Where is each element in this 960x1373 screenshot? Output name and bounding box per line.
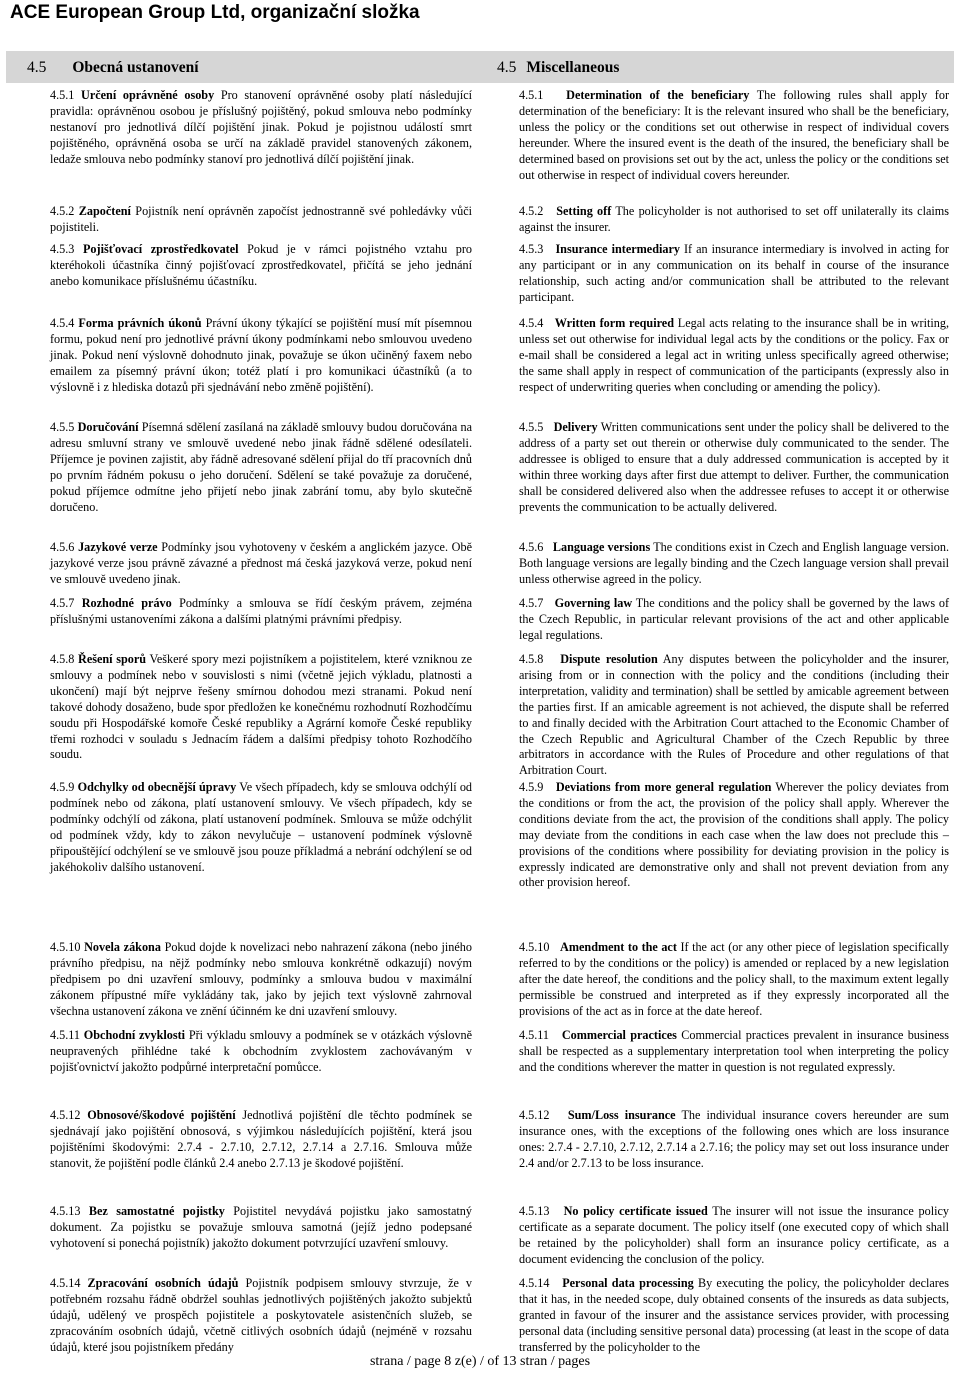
clause-text: Ve všech případech, kdy se smlouva odchýlí od podmínek nebo od zákona, platí ustanovení smlouvy. Ve všech případech, kdy se podmínky odchýlí od zákona, platí ustanovení podmínek. Smlouva se může odchýlit od podmínek vždy, kdy to zákon nevylučuje – ustanovení podmínek výslovně připouštějící odchýlení se ve smlouvě jsou pouze příkladmá a nebrání odchýlení se od jakéhokoliv dalšího ustanovení. (50, 780, 473, 874)
clause-heading: Deviations from more general regulation (555, 780, 772, 794)
clause-text: Jednotlivá pojištění dle těchto podmínek se sjednávají jako pojištění obnosová, s výjimkou následujících pojištění, která jsou pojištěními škodovými: 2.7.4 - 2.7.10, 2.7.12, 2.7.14 a 2.7.16. Smlouva může stanovit, že pojištění podle článků 2.4 anebo 2.7.13 je škodové pojištění. (50, 1108, 473, 1170)
clause-4-5-7-en (519, 596, 949, 644)
clause-4-5-7-cz (50, 596, 472, 628)
clause-text: Pokud dojde k novelizaci nebo nahrazení zákona (nebo jiného právního předpisu, na nějž podmínky nebo smlouva konkrétně odkazují) novým předpisem po dni uzavření smlouvy, podmínky a smlouva budou v maximální zákonem přípustné míře vykládány tak, jako by jejich text výslovně zahrnoval všechna ustanovení zákona ve znění účinném ke dni uzavření smlouvy. (50, 940, 472, 1018)
clause-heading: Insurance intermediary (555, 242, 680, 256)
clause-4-5-14-en (519, 1276, 949, 1356)
clause-4-5-1-cz (50, 88, 472, 168)
page-footer: strana / page 8 z(e) / of 13 stran / pages (369, 1354, 591, 1369)
clause-4-5-2-en (519, 204, 949, 236)
clause-text: The following rules shall apply for determination of the beneficiary: It is the relevant insured who shall be the beneficiary, unless the policy or the conditions set out otherwise in respect of individual covers hereunder. Where the insured event is the death of the insured, the beneficiary shall be determined based on provisions set out by the act, unless the policy or the conditions set out otherwise in respect of individual covers hereunder. (519, 88, 949, 182)
clause-4-5-9-en (519, 780, 949, 891)
clause-heading: Amendment to the act (560, 940, 677, 954)
clause-text: Podmínky jsou vyhotoveny v českém a anglickém jazyce. Obě jazykové verze jsou právně závazné a přednost má česká jazyková verze, pokud není ve smlouvě uvedeno jinak. (50, 540, 472, 586)
clause-heading: Obchodní zvyklosti (83, 1028, 186, 1042)
clause-text: Pojistitel nevydává pojistku jako samostatný dokument. Za pojistku se považuje smlouva samotná (jejíž jedno podepsané vyhotovení si ponechá pojistník) jakožto dokument potvrzující uzavření smlouvy. (50, 1204, 472, 1250)
clause-text: Legal acts relating to the insurance shall be in writing, unless set out otherwise for individual legal acts by the conditions or the policy. Fax or e-mail shall be considered a legal act in writing unless specifically agreed otherwise; the same shall apply in respect of communication of the participants (expressly also in respect of underwriting queries when concluding or amending the policy). (519, 316, 950, 394)
clause-4-5-10-en (519, 940, 949, 1020)
clause-number: 4.5.11 (519, 1028, 550, 1042)
clause-number: 4.5.2 (50, 204, 75, 218)
clause-heading: Personal data processing (562, 1276, 694, 1290)
clause-number: 4.5.3 (519, 242, 544, 256)
clause-text: If an insurance intermediary is involved in acting for any participant or in any communication on its behalf in course of the insurance relationship, such acting and/or communication shall be attributed to the relevant participant. (519, 242, 949, 304)
clause-text: Podmínky a smlouva se řídí českým právem, zejména příslušnými ustanoveními zákona a dalšími platnými právními předpisy. (50, 596, 472, 626)
clause-heading: Zpracování osobních údajů (87, 1276, 239, 1290)
clause-number: 4.5.1 (519, 88, 544, 102)
clause-4-5-13-en (519, 1204, 949, 1268)
clause-text: Commercial practices prevalent in insurance business shall be respected as a supplementary interpretation tool when interpreting the policy and the conditions wherever the matter in question is not regulated expressly. (519, 1028, 949, 1074)
clause-4-5-6-en (519, 540, 949, 588)
clause-heading: Bez samostatné pojistky (88, 1204, 225, 1218)
clause-text: Veškeré spory mezi pojistníkem a pojistitelem, které vzniknou ze smlouvy a podmínek nebo v souvislosti s nimi (včetně jejich výkladu, platnosti a ukončení) mají být nejprve řešeny smírnou dohodou mezi stranami. Pokud není takové dohody dosaženo, bude spor předložen ke konečnému rozhodnutí Rozhodčímu soudu při Hospodářské komoře České republiky a Agrární komoře České republiky třemi rozhodci v souladu s Jednacím řádem a dalšími předpisy tohoto Rozhodčího soudu. (50, 652, 473, 762)
clause-heading: Jazykové verze (78, 540, 158, 554)
clause-number: 4.5.10 (50, 940, 81, 954)
section-title-en (497, 59, 619, 77)
clause-number: 4.5.13 (50, 1204, 81, 1218)
clause-4-5-8-en (519, 652, 949, 779)
clause-number: 4.5.4 (50, 316, 75, 330)
clause-number: 4.5.9 (519, 780, 544, 794)
clause-text: The insurer will not issue the insurance policy certificate as a separate document. The policy itself (one executed copy of which shall be retained by the policyholder) shall form an insurance policy certificate, as a document evidencing the conclusion of the policy. (519, 1204, 950, 1266)
clause-text: The conditions exist in Czech and English language version. Both language versions are legally binding and the Czech language version shall prevail unless otherwise agreed in the policy. (519, 540, 950, 586)
clause-text: Pojistník není oprávněn započíst jednostranně své pohledávky vůči pojistiteli. (50, 204, 472, 234)
clause-heading: Určení oprávněné osoby (81, 88, 215, 102)
section-title-cz (27, 59, 199, 77)
clause-number: 4.5.8 (519, 652, 544, 666)
clause-text: The individual insurance covers hereunder are sum insurance ones, with the exceptions of the following ones which are loss insurance ones: 2.7.4 - 2.7.10, 2.7.12, 2.7.14 a 2.7.16; the policy may set out loss insurance under 2.4 and/or 2.7.13 to be loss insurance. (519, 1108, 949, 1170)
clause-4-5-12-en (519, 1108, 949, 1172)
clause-number: 4.5.2 (519, 204, 544, 218)
clause-4-5-11-en (519, 1028, 949, 1076)
clause-4-5-5-cz (50, 420, 472, 515)
clause-number: 4.5.5 (519, 420, 544, 434)
clause-number: 4.5.8 (50, 652, 75, 666)
clause-number: 4.5.7 (50, 596, 75, 610)
clause-4-5-4-en (519, 316, 949, 396)
clause-text: The policyholder is not authorised to set off unilaterally its claims against the insurer. (519, 204, 949, 234)
section-number-en: 4.5 (497, 59, 517, 76)
clause-text: Written communications sent under the policy shall be delivered to the address of a party set out therein or otherwise duly communicated to the sender. The addressee is obliged to ensure that a duly addressed communication is accepted by it within three working days after first due attempt to deliver. Further, the communication shall be considered delivered also when the addressee refuses to accept it or otherwise prevents the communication to be actually delivered. (519, 420, 950, 514)
clause-text: If the act (or any other piece of legislation specifically referred to by the conditions or the policy) is amended or replaced by a new legislation after the date hereof, the conditions and the policy shall, to the maximum extent legally permissible be construed and interpreted as if they expressly incorporated all the provisions of the act as in force at the date hereof. (519, 940, 950, 1018)
clause-4-5-10-cz (50, 940, 472, 1020)
clause-number: 4.5.3 (50, 242, 75, 256)
clause-number: 4.5.9 (50, 780, 75, 794)
clause-heading: Obnosové/škodové pojištění (87, 1108, 236, 1122)
company-name: ACE European Group Ltd, organizační složka (10, 2, 420, 23)
clause-4-5-2-cz (50, 204, 472, 236)
clause-heading: Rozhodné právo (81, 596, 172, 610)
clause-number: 4.5.5 (50, 420, 75, 434)
section-label-cz: Obecná ustanovení (72, 59, 199, 76)
clause-number: 4.5.11 (50, 1028, 81, 1042)
clause-heading: Započtení (78, 204, 131, 218)
clause-4-5-1-en (519, 88, 949, 183)
clause-heading: Determination of the beneficiary (566, 88, 750, 102)
clause-number: 4.5.12 (50, 1108, 81, 1122)
clause-number: 4.5.14 (50, 1276, 81, 1290)
clause-heading: Novela zákona (84, 940, 161, 954)
clause-4-5-14-cz (50, 1276, 472, 1356)
clause-4-5-3-cz (50, 242, 472, 290)
clause-4-5-4-cz (50, 316, 472, 396)
clause-heading: Delivery (553, 420, 598, 434)
clause-number: 4.5.14 (519, 1276, 550, 1290)
clause-text: Pojistník podpisem smlouvy stvrzuje, že v potřebném rozsahu řádně obdržel souhlas jednotlivých pojištěných jakožto subjektů údajů, udělený ve prospěch pojistitele a poskytovatele asistenčních služeb, se zpracováním osobních údajů, včetně citlivých osobních údajů (nejméně v rozsahu údajů, které jsou pojistníkem předány (50, 1276, 473, 1354)
clause-heading: Governing law (554, 596, 633, 610)
clause-4-5-5-en (519, 420, 949, 515)
clause-heading: Written form required (554, 316, 674, 330)
clause-text: The conditions and the policy shall be governed by the laws of the Czech Republic, in particular relevant provisions of the act and other applicable legal regulations. (519, 596, 950, 642)
section-label-en: Miscellaneous (526, 59, 620, 76)
clause-heading: No policy certificate issued (563, 1204, 708, 1218)
clause-4-5-9-cz (50, 780, 472, 875)
clause-4-5-3-en (519, 242, 949, 306)
clause-number: 4.5.1 (50, 88, 75, 102)
clause-number: 4.5.12 (519, 1108, 550, 1122)
clause-4-5-6-cz (50, 540, 472, 588)
clause-text: Pro stanovení oprávněné osoby platí následující pravidla: oprávněnou osobou je příslušný pojištěný, pokud smlouva nebo podmínky nestanoví pro jednotlivá dílčí pojištění jinak. Pokud je pojistnou událostí smrt pojištěného, oprávněná osoba se určí na základě pravidel stanovených zákonem, ledaže smlouva nebo podmínky stanoví pro jednotlivá dílčí pojištění jinak. (50, 88, 473, 166)
clause-text: Wherever the policy deviates from the conditions or from the act, the provision of the policy shall apply. Wherever the conditions deviate from the act, the provision of the conditions shall apply. The policy may deviate from the conditions in each case when the law does not preclude this – provisions of the conditions where possibility for deviating provision in the policy is expressly indicated are demonstrative only and shall not prevent deviation from any other provision hereof. (519, 780, 950, 890)
clause-number: 4.5.6 (50, 540, 75, 554)
clause-heading: Dispute resolution (560, 652, 658, 666)
clause-heading: Řešení sporů (78, 652, 147, 666)
clause-heading: Commercial practices (561, 1028, 677, 1042)
clause-heading: Sum/Loss insurance (567, 1108, 676, 1122)
clause-4-5-8-cz (50, 652, 472, 763)
clause-text: Při výkladu smlouvy a podmínek se v otázkách výslovně neupravených přihlédne také k obchodním zvyklostem zachovávaným v pojišťovnictví jakožto podpůrné interpretační pomůcce. (50, 1028, 472, 1074)
clause-number: 4.5.6 (519, 540, 544, 554)
clause-4-5-13-cz (50, 1204, 472, 1252)
clause-heading: Language versions (552, 540, 651, 554)
clause-number: 4.5.4 (519, 316, 544, 330)
clause-heading: Odchylky od obecnější úpravy (77, 780, 237, 794)
clause-text: Any disputes between the policyholder and the insurer, arising from or in connection with the policy and the conditions (including their interpretation, validity and termination) shall be settled by amicable agreement between the parties first. If an amicable agreement is not achieved, the dispute shall be referred to and finally decided with the Arbitration Court attached to the Economic Chamber of the Czech Republic and Agricultural Chamber of the Czech Republic by three arbitrators in accordance with the Rules of Procedure and other regulations of that Arbitration Court. (519, 652, 949, 778)
clause-text: Písemná sdělení zasílaná na základě smlouvy budou doručována na adresu smluvní strany ve smlouvě uvedené nebo jinak řádně sdělené odesílateli. Příjemce je povinen zajistit, aby řádně adresované sdělení přijal do tří pracovních dnů po prvním řádném pokusu o jeho doručení. Sdělení se také považuje za doručené, pokud příjemce odmítne jeho přijetí nebo jinak zabrání tomu, aby bylo skutečně doručeno. (50, 420, 473, 514)
clause-heading: Pojišťovací zprostředkovatel (82, 242, 239, 256)
clause-number: 4.5.10 (519, 940, 550, 954)
clause-text: Právní úkony týkající se pojištění musí mít písemnou formu, pokud není pro jednotlivé právní úkony podmínkami nebo smlouvou uvedeno jinak. Pokud není výslovně dohodnuto jinak, považuje se úkon učiněný faxem nebo emailem za písemný právní úkon; totéž platí i pro komunikaci účastníků (a to výslovně i z hlediska dotazů při sjednávání nebo změně pojištění). (50, 316, 472, 394)
clause-number: 4.5.13 (519, 1204, 550, 1218)
section-number-cz: 4.5 (27, 59, 47, 76)
clause-text: By executing the policy, the policyholder declares that it has, in the needed scope, duly obtained consents of the insureds as data subjects, granted in favour of the insurer and the assistance services provider, with processing personal data (including sensitive personal data) processing (at least in the scope of data transferred by the policyholder to the (519, 1276, 950, 1354)
clause-4-5-11-cz (50, 1028, 472, 1076)
clause-heading: Setting off (556, 204, 612, 218)
clause-text: Pokud je v rámci pojistného vztahu pro kteréhokoli účastníka činný pojišťovací zprostředkovatel, přičítá se jeho jednání anebo komunikace příslušnému účastníku. (50, 242, 473, 288)
clause-4-5-12-cz (50, 1108, 472, 1172)
clause-number: 4.5.7 (519, 596, 544, 610)
clause-heading: Forma právních úkonů (78, 316, 202, 330)
clause-heading: Doručování (77, 420, 139, 434)
